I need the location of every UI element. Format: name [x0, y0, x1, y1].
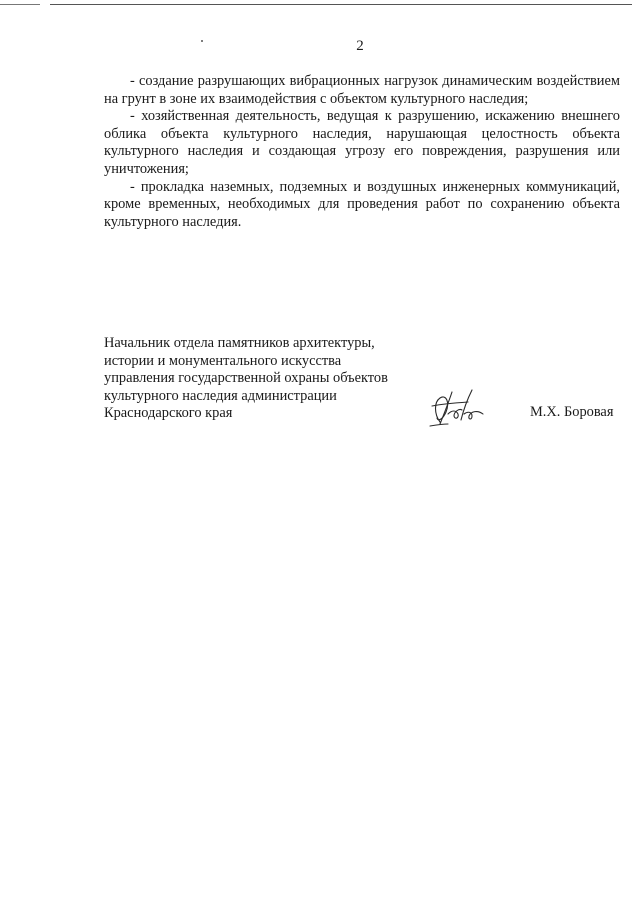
prohibitions-list: [104, 73, 620, 231]
prohibition-item-vibration: - создание разрушающих вибрационных нагрузок динамическим воздействием на грунт в зоне их взаимодействия с объектом культурного наследия;: [104, 73, 620, 107]
handwritten-signature-icon: [428, 384, 488, 430]
prohibition-item-economic-activity: - хозяйственная деятельность, ведущая к разрушению, искажению внешнего облика объекта культурного наследия, нарушающая целостность объекта культурного наследия и создающая угрозу его повреждения, разрушения или уничтожения;: [104, 108, 620, 177]
page-number: 2: [356, 38, 364, 54]
signatory-position-line: истории и монументального искусства: [104, 352, 342, 369]
signatory-position-line: культурного наследия администрации: [104, 387, 337, 404]
signatory-position-line: управления государственной охраны объектов: [104, 370, 388, 387]
prohibition-item-communications: - прокладка наземных, подземных и воздушных инженерных коммуникаций, кроме временных, необходимых для проведения работ по сохранению объекта культурного наследия.: [104, 178, 620, 230]
top-edge-rule: [50, 4, 632, 6]
signatory-position-line: Начальник отдела памятников архитектуры,: [104, 335, 375, 351]
signatory-position: [104, 335, 404, 423]
top-edge-rule-left: [0, 4, 40, 6]
signer-name: М.Х. Боровая: [530, 404, 614, 420]
signatory-position-line: Краснодарского края: [104, 405, 233, 422]
